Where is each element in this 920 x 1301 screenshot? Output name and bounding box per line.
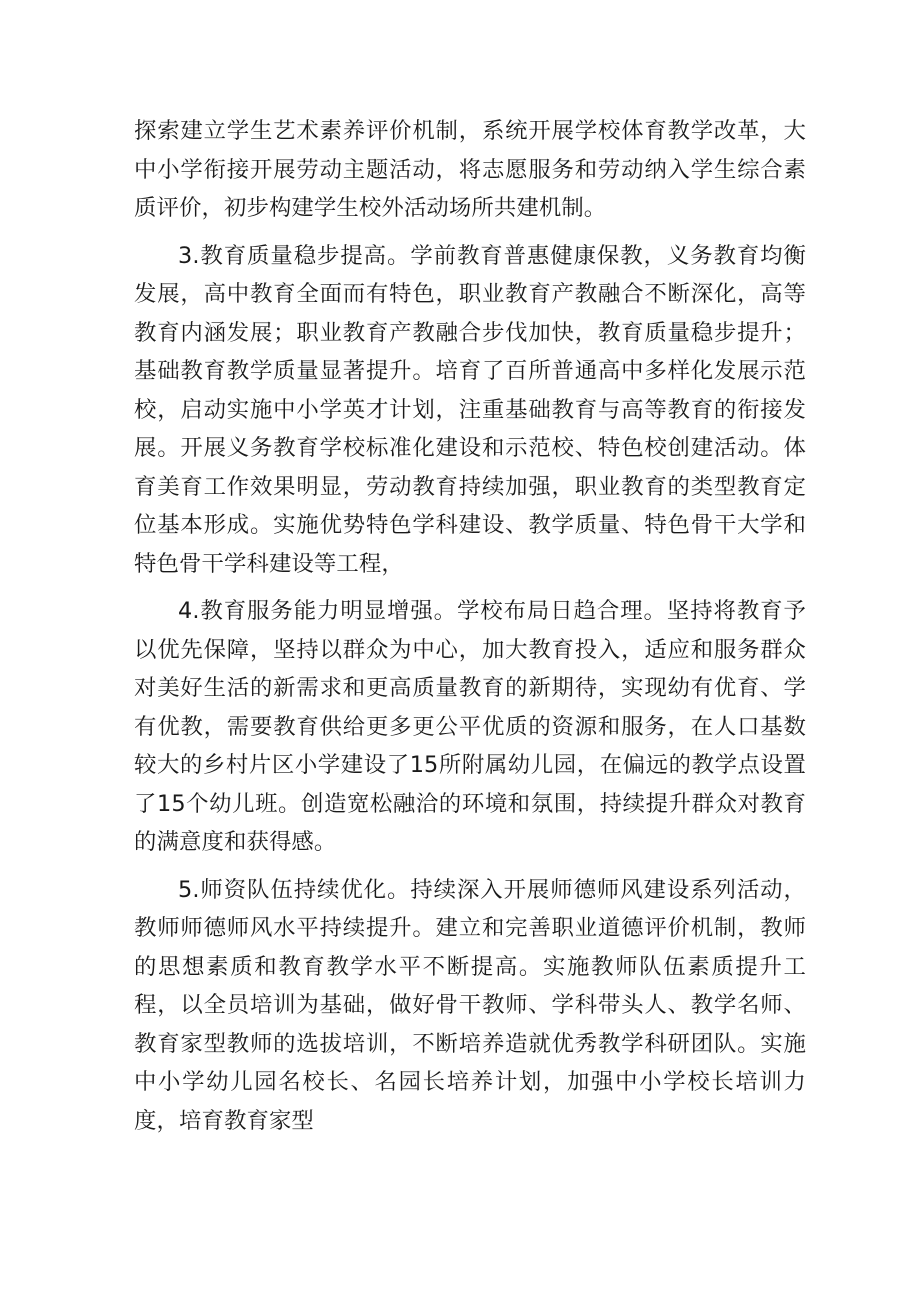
paragraph-continuation: 探索建立学生艺术素养评价机制，系统开展学校体育教学改革，大中小学衔接开展劳动主题活动，将志愿服务和劳动纳入学生综合素质评价，初步构建学生校外活动场所共建机制。 [134,118,806,221]
paragraph-gap [134,862,806,871]
paragraph-section-4: 4.教育服务能力明显增强。学校布局日趋合理。坚持将教育予以优先保障，坚持以群众为中心，加大教育投入，适应和服务群众对美好生活的新需求和更高质量教育的新期待，实现幼有优育、学有优教，需要教育供给更多更公平优质的资源和服务，在人口基数较大的乡村片区小学建设了15所附属幼儿园，在偏远的教学点设置了15个幼儿班。创造宽松融洽的环境和氛围，持续提升群众对教育的满意度和获得感。 [134,598,806,855]
document-body [134,112,806,1140]
paragraph-gap [134,583,806,592]
paragraph-gap [134,228,806,237]
paragraph-section-3: 3.教育质量稳步提高。学前教育普惠健康保教，义务教育均衡发展，高中教育全面而有特色，职业教育产教融合不断深化，高等教育内涵发展；职业教育产教融合步伐加快，教育质量稳步提升；基础教育教学质量显著提升。培育了百所普通高中多样化发展示范校，启动实施中小学英才计划，注重基础教育与高等教育的衔接发展。开展义务教育学校标准化建设和示范校、特色校创建活动。体育美育工作效果明显，劳动教育持续加强，职业教育的类型教育定位基本形成。实施优势特色学科建设、教学质量、特色骨干大学和特色骨干学科建设等工程， [134,242,806,577]
paragraph-section-5: 5.师资队伍持续优化。持续深入开展师德师风建设系列活动，教师师德师风水平持续提升。建立和完善职业道德评价机制，教师的思想素质和教育教学水平不断提高。实施教师队伍素质提升工程，以全员培训为基础，做好骨干教师、学科带头人、教学名师、教育家型教师的选拔培训，不断培养造就优秀教学科研团队。实施中小学幼儿园名校长、名园长培养计划，加强中小学校长培训力度，培育教育家型 [134,876,806,1134]
